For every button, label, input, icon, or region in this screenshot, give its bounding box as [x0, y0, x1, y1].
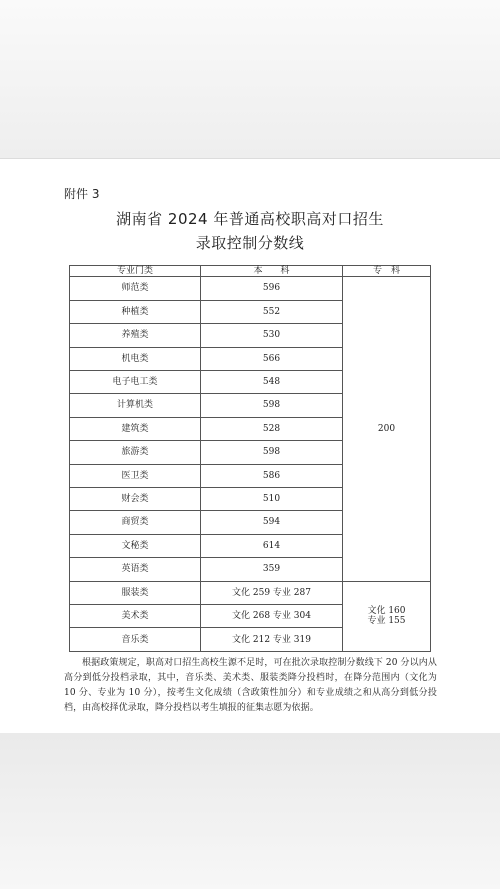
- table-header-row: [70, 266, 431, 277]
- category-cell: 服装类: [70, 581, 201, 604]
- junior-art-major: 专业 155: [367, 616, 406, 627]
- bachelor-cell: 530: [201, 324, 343, 347]
- header-bachelor: 本 科: [201, 266, 343, 277]
- header-junior: 专 科: [343, 266, 431, 277]
- document-page: [0, 158, 500, 735]
- attachment-label: 附件 3: [64, 187, 100, 201]
- junior-art-culture: 文化 160: [367, 605, 406, 616]
- category-cell: 计算机类: [70, 394, 201, 417]
- junior-general-cell: 200: [343, 277, 431, 581]
- category-cell: 财会类: [70, 488, 201, 511]
- bachelor-cell: 548: [201, 370, 343, 393]
- policy-note: 根据政策规定，职高对口招生高校生源不足时，可在批次录取控制分数线下 20 分以内从高分到低分投档录取，其中，音乐类、美术类、服装类降分投档时，在降分范围内（文化为 10 分、专业为 10 分），按考生文化成绩（含政策性加分）和专业成绩之和从高分到低分投档，由高校择优录取，降分投档以考生填报的征集志愿为依据。: [64, 658, 437, 713]
- document-title-line1: 湖南省 2024 年普通高校职高对口招生: [116, 210, 384, 228]
- bachelor-cell: 文化 212 专业 319: [201, 628, 343, 652]
- header-category: 专业门类: [70, 266, 201, 277]
- category-cell: 旅游类: [70, 441, 201, 464]
- category-cell: 美术类: [70, 605, 201, 628]
- bottom-blurred-background: [0, 733, 500, 889]
- bachelor-cell: 566: [201, 347, 343, 370]
- category-cell: 建筑类: [70, 417, 201, 440]
- document-title-line2: 录取控制分数线: [195, 234, 305, 252]
- bachelor-cell: 文化 259 专业 287: [201, 581, 343, 604]
- bachelor-cell: 528: [201, 417, 343, 440]
- bachelor-cell: 文化 268 专业 304: [201, 605, 343, 628]
- category-cell: 师范类: [70, 277, 201, 300]
- category-cell: 音乐类: [70, 628, 201, 652]
- category-cell: 养殖类: [70, 324, 201, 347]
- bachelor-cell: 510: [201, 488, 343, 511]
- score-table: [69, 265, 431, 652]
- table-row: [70, 581, 431, 604]
- bachelor-cell: 598: [201, 441, 343, 464]
- bachelor-cell: 586: [201, 464, 343, 487]
- bachelor-cell: 552: [201, 300, 343, 323]
- bachelor-cell: 596: [201, 277, 343, 300]
- category-cell: 商贸类: [70, 511, 201, 534]
- category-cell: 电子电工类: [70, 370, 201, 393]
- junior-art-cell: [343, 581, 431, 651]
- category-cell: 文秘类: [70, 534, 201, 557]
- category-cell: 英语类: [70, 558, 201, 581]
- bachelor-cell: 614: [201, 534, 343, 557]
- category-cell: 医卫类: [70, 464, 201, 487]
- table-row: [70, 277, 431, 300]
- category-cell: 机电类: [70, 347, 201, 370]
- category-cell: 种植类: [70, 300, 201, 323]
- bachelor-cell: 594: [201, 511, 343, 534]
- top-blurred-background: [0, 0, 500, 158]
- bachelor-cell: 598: [201, 394, 343, 417]
- bachelor-cell: 359: [201, 558, 343, 581]
